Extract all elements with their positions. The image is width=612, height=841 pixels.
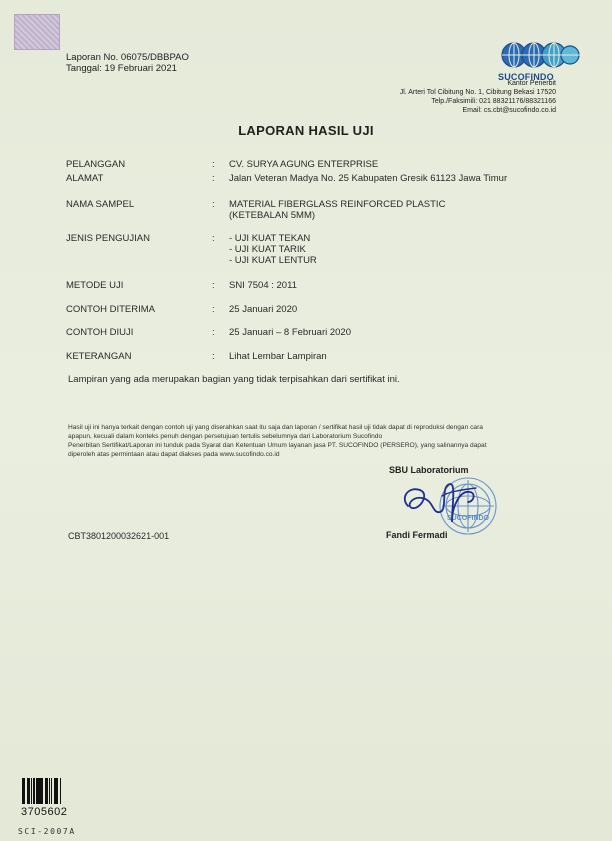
office-phone: Telp./Faksimili: 021 88321176/88321166 — [431, 98, 556, 105]
barcode-number: 3705602 — [21, 806, 68, 818]
test-item: - UJI KUAT LENTUR — [229, 255, 317, 266]
sucofindo-logo-icon — [500, 36, 580, 74]
field-value: 25 Januari – 8 Februari 2020 — [229, 327, 351, 338]
field-colon: : — [212, 280, 215, 291]
office-email: Email: cs.cbt@sucofindo.co.id — [462, 107, 556, 114]
office-type: Kantor Penerbit — [507, 80, 556, 87]
disclaimer-line: apapun, kecuali dalam konteks penuh dengan persetujuan tertulis sebelumnya dari Laboratorium Sucofindo — [68, 433, 383, 440]
disclaimer — [68, 423, 558, 459]
field-label: NAMA SAMPEL — [66, 199, 135, 210]
field-label: PELANGGAN — [66, 159, 126, 170]
field-colon: : — [212, 351, 215, 362]
field-value: CV. SURYA AGUNG ENTERPRISE — [229, 159, 379, 170]
field-value: Lihat Lembar Lampiran — [229, 351, 327, 362]
security-stamp — [14, 14, 60, 50]
field-label: JENIS PENGUJIAN — [66, 233, 150, 244]
attachment-note: Lampiran yang ada merupakan bagian yang tidak terpisahkan dari sertifikat ini. — [68, 374, 400, 385]
field-label: CONTOH DITERIMA — [66, 304, 156, 315]
field-value: 25 Januari 2020 — [229, 304, 298, 315]
field-colon: : — [212, 173, 215, 184]
signature-icon — [390, 476, 500, 532]
field-colon: : — [212, 327, 215, 338]
field-label: ALAMAT — [66, 173, 104, 184]
seal-text: SUCOFINDO — [447, 515, 489, 522]
sample-name-line1: MATERIAL FIBERGLASS REINFORCED PLASTIC — [229, 199, 446, 210]
field-colon: : — [212, 233, 215, 244]
test-item: - UJI KUAT TEKAN — [229, 233, 311, 244]
barcode-bar — [60, 778, 61, 804]
sample-name-line2: (KETEBALAN 5MM) — [229, 210, 316, 221]
office-address-block — [316, 79, 556, 115]
page-title: LAPORAN HASIL UJI — [238, 123, 374, 138]
field-colon: : — [212, 199, 215, 210]
report-header — [66, 52, 189, 74]
field-value: Jalan Veteran Madya No. 25 Kabupaten Gresik 61123 Jawa Timur — [229, 173, 508, 184]
form-code: SCI-2007A — [18, 827, 76, 836]
lab-unit: SBU Laboratorium — [389, 465, 469, 475]
report-date: Tanggal: 19 Februari 2021 — [66, 63, 177, 74]
test-item: - UJI KUAT TARIK — [229, 244, 306, 255]
office-address: Jl. Arteri Tol Cibitung No. 1, Cibitung Bekasi 17520 — [399, 89, 556, 96]
signer-name: Fandi Fermadi — [386, 530, 448, 540]
field-colon: : — [212, 304, 215, 315]
disclaimer-line: Penerbitan Sertifikat/Laporan ini tunduk pada Syarat dan Ketentuan Umum layanan jasa PT. SUCOFINDO (PERSERO), yang salinannya dapat — [68, 442, 487, 449]
field-label: CONTOH DIUJI — [66, 327, 134, 338]
field-value — [229, 199, 559, 221]
field-colon: : — [212, 159, 215, 170]
report-number: Laporan No. 06075/DBBPAO — [66, 52, 189, 63]
field-value: SNI 7504 : 2011 — [229, 280, 297, 291]
disclaimer-line: diperoleh atas permintaan atau dapat diakses pada www.sucofindo.co.id — [68, 451, 280, 458]
disclaimer-line: Hasil uji ini hanya terkait dengan contoh uji yang diserahkan saat itu saja dan laporan / sertifikat hasil uji tidak dapat di reproduksi dengan cara — [68, 424, 483, 431]
field-label: KETERANGAN — [66, 351, 132, 362]
field-value — [229, 233, 559, 266]
field-label: METODE UJI — [66, 280, 124, 291]
barcode — [22, 778, 75, 804]
certificate-code: CBT3801200032621-001 — [68, 531, 170, 541]
company-name: SUCOFINDO — [498, 72, 554, 82]
